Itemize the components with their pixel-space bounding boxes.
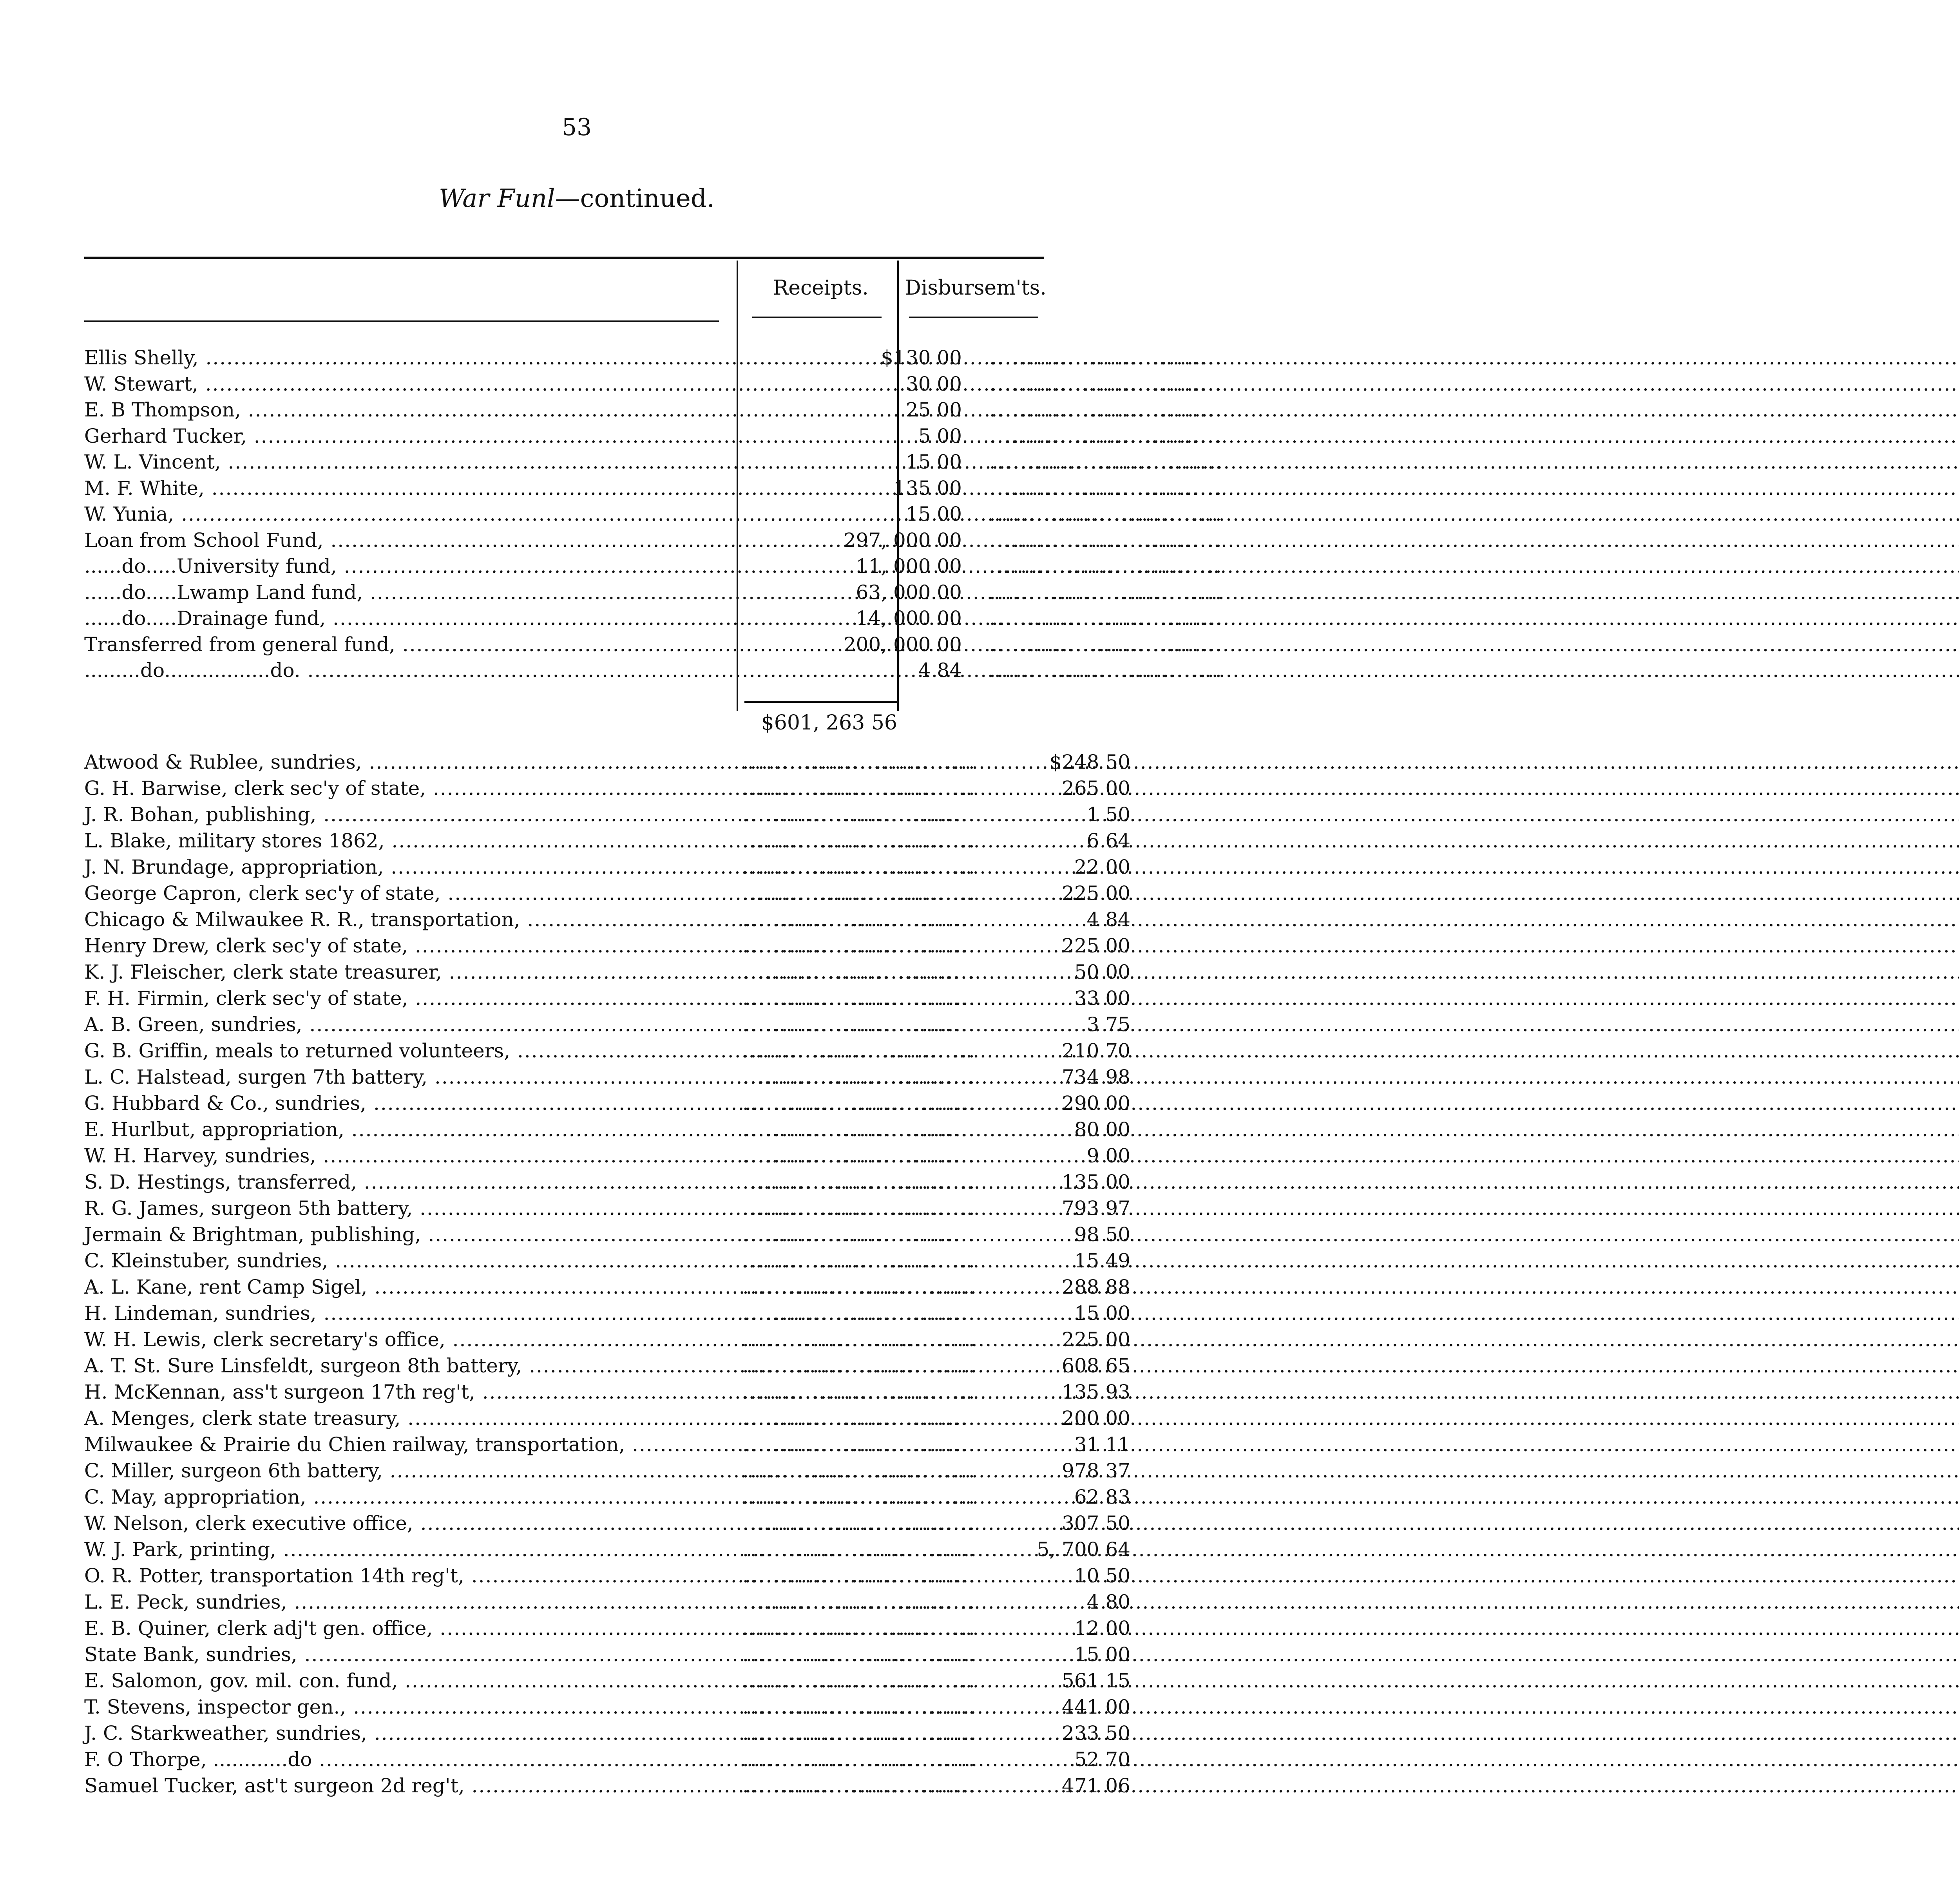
receipt-row [84,423,1223,449]
receipts-total: $601, 263 56 [761,711,897,735]
disbursement-row [84,1222,1130,1247]
page-number: 53 [561,114,592,141]
disbursement-row-label: W. J. Park, printing, ..... [84,1537,731,1562]
disbursement-row-label: J. R. Bohan, publishing, ..... [84,802,731,827]
receipt-row-amount: 4 84 [918,659,962,682]
disbursement-row-receipt-leader: .............................. [742,751,976,773]
disbursement-row-label: Henry Drew, clerk sec'y of state, ..... [84,933,731,959]
disbursement-row-receipt-leader: .............................. [742,987,976,1010]
disbursement-row [84,802,1130,827]
disbursement-row-label: J. C. Starkweather, sundries, ..... [84,1720,731,1746]
disbursement-row [84,1353,1130,1379]
receipt-row-disbursement-leader: .............................. [989,581,1223,604]
disbursement-row-amount: 62 83 [1074,1486,1130,1508]
receipt-row-label: Gerhard Tucker, ..... [84,423,731,449]
receipt-row [84,527,1223,553]
disbursement-row-amount: 441 00 [1062,1696,1130,1718]
disbursement-row-amount: 225 00 [1062,1328,1130,1351]
receipt-row-disbursement-leader: .............................. [989,659,1223,682]
disbursement-row-receipt-leader: .............................. [742,1013,976,1036]
receipt-row [84,553,1223,579]
disbursement-row-amount: $248 50 [1049,751,1130,773]
disbursement-row-amount: 3 75 [1086,1013,1130,1036]
disbursement-row-receipt-leader: .............................. [742,1748,976,1771]
disbursement-row-amount: 978 37 [1062,1459,1130,1482]
disbursement-row-label: C. Miller, surgeon 6th battery, ..... [84,1458,731,1484]
disbursement-row [84,1720,1130,1746]
disbursement-row-receipt-leader: .............................. [742,882,976,905]
receipt-row [84,657,1223,683]
receipt-row-amount: 25 00 [905,398,962,421]
disbursement-row-label: C. May, appropriation, ..... [84,1484,731,1510]
disbursement-row-receipt-leader: .............................. [742,1669,976,1692]
receipt-row-label: Transferred from general fund, ..... [84,632,731,657]
disbursement-row [84,1537,1130,1562]
disbursement-row [84,1012,1130,1037]
disbursement-row [84,1169,1130,1195]
disbursement-row-label: K. J. Fleischer, clerk state treasurer, ..... [84,959,731,985]
disbursement-row-receipt-leader: .............................. [742,1774,976,1797]
disbursement-row-receipt-leader: .............................. [742,1144,976,1167]
receipt-row-disbursement-leader: .............................. [989,555,1223,577]
disbursement-row-label: W. H. Harvey, sundries, ..... [84,1143,731,1169]
disbursement-row-label: G. H. Barwise, clerk sec'y of state, ..... [84,775,731,801]
disbursement-row [84,1694,1130,1720]
disbursement-row-amount: 10 50 [1074,1564,1130,1587]
disbursement-row [84,1195,1130,1221]
disbursement-row [84,1642,1130,1667]
disbursement-row-receipt-leader: .............................. [742,1223,976,1246]
table-top-rule [84,257,1044,259]
disbursement-row-amount: 265 00 [1062,777,1130,800]
disbursement-row-amount: 734 98 [1062,1066,1130,1088]
disbursement-row-receipt-leader: .............................. [742,1407,976,1430]
disbursement-row-amount: 15 49 [1074,1249,1130,1272]
disbursement-row-label: E. B. Quiner, clerk adj't gen. office, ..... [84,1615,731,1641]
disbursement-row [84,1484,1130,1510]
disbursement-row-receipt-leader: .............................. [742,1381,976,1403]
disbursement-row-receipt-leader: .............................. [742,1433,976,1456]
disbursement-row-amount: 471 06 [1062,1774,1130,1797]
disbursement-row-label: L. Blake, military stores 1862, ..... [84,828,731,854]
disbursement-row [84,1458,1130,1484]
disbursement-row-label: O. R. Potter, transportation 14th reg't, ..... [84,1563,731,1589]
disbursement-row-receipt-leader: .............................. [742,961,976,983]
disbursement-row-amount: 608 65 [1062,1354,1130,1377]
disbursement-row [84,1405,1130,1431]
receipt-row [84,632,1223,657]
disbursement-row-receipt-leader: .............................. [742,1486,976,1508]
disbursement-row [84,749,1130,775]
disbursement-row-label: G. Hubbard & Co., sundries, ..... [84,1090,731,1116]
disbursement-row [84,1090,1130,1116]
receipt-row-disbursement-leader: .............................. [989,607,1223,630]
disbursement-row-label: A. L. Kane, rent Camp Sigel, ..... [84,1274,731,1300]
disbursement-row-label: Samuel Tucker, ast't surgeon 2d reg't, ..... [84,1773,731,1799]
disbursement-row [84,1379,1130,1405]
receipt-row-disbursement-leader: .............................. [989,372,1223,395]
disbursement-row-receipt-leader: .............................. [742,1171,976,1193]
receipt-row [84,605,1223,631]
receipt-row [84,449,1223,475]
disbursement-row-amount: 31 11 [1074,1433,1130,1456]
disbursement-row-receipt-leader: .............................. [742,1538,976,1561]
disbursement-row-receipt-leader: .............................. [742,777,976,800]
disbursement-row-receipt-leader: .............................. [742,803,976,826]
receipt-row-disbursement-leader: .............................. [989,424,1223,447]
disbursement-row-receipt-leader: .............................. [742,1591,976,1613]
disbursement-row [84,985,1130,1011]
disbursement-row-amount: 12 00 [1074,1617,1130,1640]
disbursement-row [84,1615,1130,1641]
receipt-row-label: Ellis Shelly, ..... [84,345,731,371]
disbursement-row-receipt-leader: .............................. [742,1249,976,1272]
disbursement-row-label: J. N. Brundage, appropriation, ..... [84,854,731,880]
disbursement-row [84,1300,1130,1326]
header-underline-disbursements [909,317,1038,318]
disbursement-row [84,1432,1130,1457]
disbursement-row [84,1143,1130,1169]
disbursement-row [84,775,1130,801]
receipt-row-disbursement-leader: .............................. [989,398,1223,421]
disbursement-row-label: T. Stevens, inspector gen., ..... [84,1694,731,1720]
disbursement-row-receipt-leader: .............................. [742,1722,976,1745]
receipt-row [84,579,1223,605]
receipt-row-disbursement-leader: .............................. [989,451,1223,473]
disbursement-row [84,1038,1130,1064]
disbursement-row-label: F. O Thorpe, ............do ..... [84,1747,731,1772]
disbursement-row [84,1747,1130,1772]
disbursement-row [84,1589,1130,1615]
disbursement-row-label: A. T. St. Sure Linsfeldt, surgeon 8th battery, ..... [84,1353,731,1379]
disbursement-row [84,1117,1130,1142]
disbursement-row-label: A. B. Green, sundries, ..... [84,1012,731,1037]
receipt-row-amount: 5 00 [918,424,962,447]
disbursement-row-receipt-leader: .............................. [742,1039,976,1062]
disbursement-row-amount: 290 00 [1062,1092,1130,1115]
disbursement-row-amount: 225 00 [1062,882,1130,905]
disbursement-row [84,1668,1130,1694]
receipt-row-amount: 135 00 [893,476,962,500]
receipt-row [84,345,1223,371]
disbursement-row-label: F. H. Firmin, clerk sec'y of state, ..... [84,985,731,1011]
receipt-row-amount: 15 00 [905,503,962,525]
disbursement-row-label: H. Lindeman, sundries, ..... [84,1300,731,1326]
disbursement-row-receipt-leader: .............................. [742,1643,976,1666]
disbursement-row-receipt-leader: .............................. [742,1197,976,1220]
disbursement-row-label: E. Salomon, gov. mil. con. fund, ..... [84,1668,731,1694]
disbursement-row [84,1563,1130,1589]
disbursement-row-amount: 6 64 [1086,829,1130,852]
disbursement-row-label: E. Hurlbut, appropriation, ..... [84,1117,731,1142]
disbursement-row-amount: 561 15 [1062,1669,1130,1692]
receipt-row-amount: 63, 000 00 [856,581,962,604]
disbursement-row-label: Jermain & Brightman, publishing, ..... [84,1222,731,1247]
receipt-row-label: Loan from School Fund, ..... [84,527,731,553]
disbursement-row-amount: 9 00 [1086,1144,1130,1167]
disbursement-row-amount: 15 00 [1074,1302,1130,1325]
disbursement-row-amount: 98 50 [1074,1223,1130,1246]
disbursement-row-label: G. B. Griffin, meals to returned volunteers, ..... [84,1038,731,1064]
disbursement-row-receipt-leader: .............................. [742,829,976,852]
disbursement-row [84,1248,1130,1274]
disbursement-row-label: Chicago & Milwaukee R. R., transportation, ..... [84,907,731,932]
disbursement-row-receipt-leader: .............................. [742,1276,976,1298]
disbursement-row-amount: 200 00 [1062,1407,1130,1430]
disbursement-row-amount: 793 97 [1062,1197,1130,1220]
receipt-row [84,475,1223,501]
disbursement-row [84,1773,1130,1799]
disbursement-row [84,933,1130,959]
disbursement-row [84,828,1130,854]
disbursement-row-amount: 4 84 [1086,908,1130,931]
receipt-row-label: W. L. Vincent, ..... [84,449,731,475]
disbursement-row [84,1064,1130,1090]
disbursement-row-label: W. H. Lewis, clerk secretary's office, ..... [84,1327,731,1352]
receipt-row-disbursement-leader: .............................. [989,503,1223,525]
receipt-row-disbursement-leader: .............................. [989,476,1223,500]
receipt-row-amount: 11, 000 00 [856,555,962,577]
disbursement-row-amount: 1 50 [1086,803,1130,826]
disbursement-row-amount: 15 00 [1074,1643,1130,1666]
disbursement-row-receipt-leader: .............................. [742,1617,976,1640]
disbursement-row [84,1327,1130,1352]
disbursement-row-receipt-leader: .............................. [742,1354,976,1377]
receipt-row [84,397,1223,423]
receipt-row-label: ......do.....Drainage fund, ..... [84,605,731,631]
receipts-total-rule [744,701,897,703]
receipt-row-label: W. Stewart, ..... [84,371,731,397]
receipt-row-label: W. Yunia, ..... [84,501,731,527]
disbursement-row [84,854,1130,880]
disbursement-row [84,1510,1130,1536]
disbursement-row-amount: 210 70 [1062,1039,1130,1062]
receipt-row-label: ......do.....Lwamp Land fund, ..... [84,579,731,605]
disbursements-column-header: Disbursem'ts. [905,276,1046,300]
disbursement-row [84,959,1130,985]
page-title [0,184,1153,213]
receipt-row-amount: 14, 000 00 [856,607,962,630]
disbursement-row-label: Atwood & Rublee, sundries, ..... [84,749,731,775]
disbursement-row-label: A. Menges, clerk state treasury, ..... [84,1405,731,1431]
disbursement-row-label: George Capron, clerk sec'y of state, ..... [84,880,731,906]
disbursement-row [84,907,1130,932]
disbursement-row-receipt-leader: .............................. [742,1092,976,1115]
header-underline-left [84,320,719,322]
disbursement-row-amount: 233 50 [1062,1722,1130,1745]
disbursement-row-receipt-leader: .............................. [742,1066,976,1088]
receipt-row-label: .........do.................do. ..... [84,657,731,683]
title-rest: —continued. [555,184,715,213]
disbursement-row-label: L. C. Halstead, surgen 7th battery, ..... [84,1064,731,1090]
disbursement-row-amount: 135 93 [1062,1381,1130,1403]
disbursement-row-label: C. Kleinstuber, sundries, ..... [84,1248,731,1274]
receipt-row-amount: 30 00 [905,372,962,395]
disbursement-row-amount: 288 88 [1062,1276,1130,1298]
receipt-row-disbursement-leader: .............................. [989,633,1223,656]
receipt-row-label: E. B Thompson, ..... [84,397,731,423]
disbursement-row-receipt-leader: .............................. [742,1118,976,1141]
disbursement-row-amount: 307 50 [1062,1512,1130,1535]
disbursement-row-label: State Bank, sundries, ..... [84,1642,731,1667]
receipt-row [84,501,1223,527]
disbursement-row-label: W. Nelson, clerk executive office, ..... [84,1510,731,1536]
receipt-row-amount: $130 00 [881,346,962,369]
disbursement-row-label: R. G. James, surgeon 5th battery, ..... [84,1195,731,1221]
receipt-row [84,371,1223,397]
disbursement-row-amount: 4 80 [1086,1591,1130,1613]
title-italic: War Funl [438,184,555,213]
receipt-row-amount: 15 00 [905,451,962,473]
disbursement-row-amount: 52 70 [1074,1748,1130,1771]
disbursement-row-label: L. E. Peck, sundries, ..... [84,1589,731,1615]
header-underline-receipts [752,317,882,318]
disbursement-row-label: Milwaukee & Prairie du Chien railway, transportation, ..... [84,1432,731,1457]
disbursement-row-amount: 5, 700 64 [1037,1538,1130,1561]
disbursement-row-amount: 33 00 [1074,987,1130,1010]
receipt-row-label: ......do.....University fund, ..... [84,553,731,579]
disbursement-row [84,880,1130,906]
disbursement-row-receipt-leader: .............................. [742,1696,976,1718]
receipt-row-label: M. F. White, ..... [84,475,731,501]
disbursement-row-amount: 225 00 [1062,934,1130,957]
disbursement-row-receipt-leader: .............................. [742,856,976,878]
disbursement-row-receipt-leader: .............................. [742,1512,976,1535]
disbursement-row-label: H. McKennan, ass't surgeon 17th reg't, ..... [84,1379,731,1405]
receipt-row-disbursement-leader: .............................. [989,528,1223,552]
disbursement-row-receipt-leader: .............................. [742,1328,976,1351]
disbursement-row-amount: 80 00 [1074,1118,1130,1141]
disbursement-row-receipt-leader: .............................. [742,1564,976,1587]
disbursement-row-label: S. D. Hestings, transferred, ..... [84,1169,731,1195]
receipt-row-amount: 297, 000 00 [843,528,962,552]
receipt-row-disbursement-leader: .............................. [989,346,1223,369]
disbursement-row-receipt-leader: .............................. [742,1459,976,1482]
disbursement-row-amount: 135 00 [1062,1171,1130,1193]
disbursement-row-receipt-leader: .............................. [742,908,976,931]
disbursement-row-amount: 50 00 [1074,961,1130,983]
disbursement-row-receipt-leader: .............................. [742,934,976,957]
disbursement-row-amount: 22 00 [1074,856,1130,878]
receipts-column-header: Receipts. [773,276,869,300]
receipt-row-amount: 200, 000 00 [843,633,962,656]
disbursement-row-receipt-leader: .............................. [742,1302,976,1325]
disbursement-row [84,1274,1130,1300]
